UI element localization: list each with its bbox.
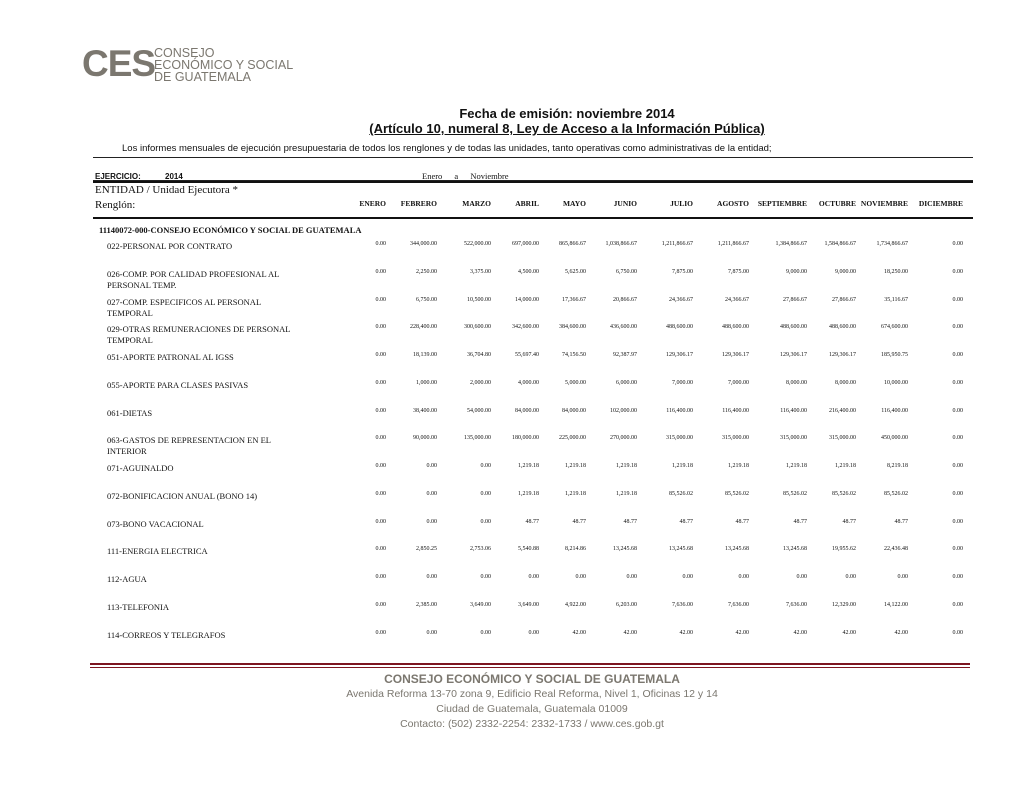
- cell-septiembre: 85,526.02: [783, 491, 807, 497]
- cell-agosto: 488,600.00: [722, 324, 749, 330]
- row-label: 114-CORREOS Y TELEGRAFOS: [107, 630, 226, 640]
- cell-julio: 7,636.00: [672, 602, 693, 608]
- cell-julio: 13,245.68: [669, 546, 693, 552]
- cell-diciembre: 0.00: [952, 241, 963, 247]
- cell-noviembre: 22,436.48: [884, 546, 908, 552]
- cell-abril: 697,000.00: [512, 241, 539, 247]
- cell-marzo: 3,375.00: [470, 269, 491, 275]
- cell-diciembre: 0.00: [952, 630, 963, 636]
- cell-mayo: 5,625.00: [565, 269, 586, 275]
- cell-diciembre: 0.00: [952, 297, 963, 303]
- cell-febrero: 38,400.00: [413, 408, 437, 414]
- cell-abril: 84,000.00: [515, 408, 539, 414]
- cell-septiembre: 48.77: [793, 519, 807, 525]
- cell-marzo: 54,000.00: [467, 408, 491, 414]
- cell-junio: 6,000.00: [616, 380, 637, 386]
- cell-abril: 342,600.00: [512, 324, 539, 330]
- ejercicio-label: EJERCICIO:: [95, 172, 141, 181]
- cell-febrero: 0.00: [426, 519, 437, 525]
- cell-noviembre: 48.77: [894, 519, 908, 525]
- cell-abril: 0.00: [528, 630, 539, 636]
- cell-mayo: 8,214.86: [565, 546, 586, 552]
- cell-septiembre: 7,636.00: [786, 602, 807, 608]
- logo-mark: CES: [82, 43, 156, 84]
- period-to: Noviembre: [470, 171, 509, 181]
- cell-noviembre: 18,250.00: [884, 269, 908, 275]
- cell-julio: 1,219.18: [672, 463, 693, 469]
- cell-diciembre: 0.00: [952, 602, 963, 608]
- cell-septiembre: 13,245.68: [783, 546, 807, 552]
- cell-enero: 0.00: [375, 352, 386, 358]
- month-header-7: AGOSTO: [717, 199, 749, 208]
- cell-marzo: 0.00: [480, 491, 491, 497]
- cell-enero: 0.00: [375, 574, 386, 580]
- cell-junio: 0.00: [626, 574, 637, 580]
- cell-julio: 116,400.00: [666, 408, 693, 414]
- cell-julio: 42.00: [679, 630, 693, 636]
- cell-abril: 3,649.00: [518, 602, 539, 608]
- cell-julio: 315,000.00: [666, 435, 693, 441]
- cell-septiembre: 8,000.00: [786, 380, 807, 386]
- cell-octubre: 0.00: [845, 574, 856, 580]
- row-label: 111-ENERGIA ELECTRICA: [107, 546, 208, 556]
- row-label: 071-AGUINALDO: [107, 463, 174, 473]
- cell-junio: 1,038,866.67: [605, 241, 637, 247]
- cell-diciembre: 0.00: [952, 491, 963, 497]
- cell-agosto: 13,245.68: [725, 546, 749, 552]
- month-header-0: ENERO: [359, 199, 386, 208]
- cell-diciembre: 0.00: [952, 574, 963, 580]
- cell-marzo: 0.00: [480, 463, 491, 469]
- cell-noviembre: 0.00: [897, 574, 908, 580]
- footer-rule-thin: [90, 667, 970, 668]
- cell-enero: 0.00: [375, 297, 386, 303]
- logo-line-2: ECONÓMICO Y SOCIAL: [154, 58, 294, 72]
- cell-enero: 0.00: [375, 380, 386, 386]
- ces-logo: [82, 44, 312, 86]
- cell-mayo: 1,219.18: [565, 491, 586, 497]
- cell-mayo: 48.77: [572, 519, 586, 525]
- cell-abril: 1,219.18: [518, 463, 539, 469]
- cell-junio: 42.00: [623, 630, 637, 636]
- month-header-8: SEPTIEMBRE: [757, 199, 807, 208]
- cell-junio: 6,203.00: [616, 602, 637, 608]
- footer-rule-thick: [90, 663, 970, 665]
- cell-julio: 1,211,866.67: [661, 241, 693, 247]
- cell-febrero: 2,385.00: [416, 602, 437, 608]
- row-label: 073-BONO VACACIONAL: [107, 519, 204, 529]
- cell-mayo: 384,600.00: [559, 324, 586, 330]
- cell-febrero: 2,850.25: [416, 546, 437, 552]
- cell-octubre: 48.77: [842, 519, 856, 525]
- row-label: 113-TELEFONIA: [107, 602, 170, 612]
- cell-febrero: 0.00: [426, 574, 437, 580]
- cell-octubre: 19,955.62: [832, 546, 856, 552]
- cell-noviembre: 450,000.00: [881, 435, 908, 441]
- cell-noviembre: 1,734,866.67: [876, 241, 908, 247]
- cell-junio: 1,219.18: [616, 491, 637, 497]
- cell-junio: 20,866.67: [613, 297, 637, 303]
- intro-text: Los informes mensuales de ejecución presupuestaria de todos los renglones y de todas las unidades, tanto operativas como administrativas de la entidad;: [122, 143, 772, 154]
- cell-marzo: 36,704.80: [467, 352, 491, 358]
- cell-junio: 6,750.00: [616, 269, 637, 275]
- cell-septiembre: 0.00: [796, 574, 807, 580]
- cell-enero: 0.00: [375, 491, 386, 497]
- cell-abril: 5,540.88: [518, 546, 539, 552]
- cell-noviembre: 8,219.18: [887, 463, 908, 469]
- cell-mayo: 225,000.00: [559, 435, 586, 441]
- period-from: Enero: [422, 171, 443, 181]
- row-label: 072-BONIFICACION ANUAL (BONO 14): [107, 491, 258, 501]
- cell-septiembre: 1,384,866.67: [775, 241, 807, 247]
- cell-junio: 102,000.00: [610, 408, 637, 414]
- cell-febrero: 2,250.00: [416, 269, 437, 275]
- cell-octubre: 8,000.00: [835, 380, 856, 386]
- cell-agosto: 315,000.00: [722, 435, 749, 441]
- cell-abril: 55,697.40: [515, 352, 539, 358]
- cell-diciembre: 0.00: [952, 435, 963, 441]
- cell-septiembre: 315,000.00: [780, 435, 807, 441]
- cell-febrero: 0.00: [426, 463, 437, 469]
- cell-noviembre: 35,116.67: [884, 297, 908, 303]
- header-rule-thick: [93, 181, 973, 183]
- cell-noviembre: 14,122.00: [884, 602, 908, 608]
- row-label: 063-GASTOS DE REPRESENTACION EN EL INTERIOR: [107, 435, 271, 456]
- cell-agosto: 1,211,866.67: [717, 241, 749, 247]
- footer-contact: Contacto: (502) 2332-2254: 2332-1733 / www.ces.gob.gt: [400, 718, 664, 730]
- ejercicio-value: 2014: [165, 172, 183, 181]
- cell-diciembre: 0.00: [952, 408, 963, 414]
- cell-enero: 0.00: [375, 602, 386, 608]
- cell-enero: 0.00: [375, 269, 386, 275]
- cell-septiembre: 27,866.67: [783, 297, 807, 303]
- cell-septiembre: 1,219.18: [786, 463, 807, 469]
- cell-diciembre: 0.00: [952, 519, 963, 525]
- cell-octubre: 1,219.18: [835, 463, 856, 469]
- cell-agosto: 42.00: [735, 630, 749, 636]
- cell-diciembre: 0.00: [952, 546, 963, 552]
- cell-julio: 24,366.67: [669, 297, 693, 303]
- cell-febrero: 90,000.00: [413, 435, 437, 441]
- cell-febrero: 1,000.00: [416, 380, 437, 386]
- document-title: Fecha de emisión: noviembre 2014: [459, 106, 675, 121]
- logo-line-1: CONSEJO: [154, 46, 215, 60]
- cell-mayo: 17,366.67: [562, 297, 586, 303]
- cell-agosto: 7,636.00: [728, 602, 749, 608]
- cell-febrero: 0.00: [426, 491, 437, 497]
- row-label: 027-COMP. ESPECIFICOS AL PERSONAL TEMPORAL: [107, 297, 261, 318]
- cell-agosto: 0.00: [738, 574, 749, 580]
- cell-mayo: 4,922.00: [565, 602, 586, 608]
- cell-marzo: 0.00: [480, 519, 491, 525]
- cell-noviembre: 85,526.02: [884, 491, 908, 497]
- entidad-label: ENTIDAD / Unidad Ejecutora *: [95, 184, 238, 196]
- cell-septiembre: 488,600.00: [780, 324, 807, 330]
- cell-abril: 4,000.00: [518, 380, 539, 386]
- cell-septiembre: 116,400.00: [780, 408, 807, 414]
- month-header-10: NOVIEMBRE: [860, 199, 908, 208]
- month-header-9: OCTUBRE: [818, 199, 856, 208]
- cell-septiembre: 9,000.00: [786, 269, 807, 275]
- cell-mayo: 74,156.50: [562, 352, 586, 358]
- cell-abril: 14,000.00: [515, 297, 539, 303]
- cell-julio: 48.77: [679, 519, 693, 525]
- intro-divider: [93, 157, 973, 158]
- footer-city: Ciudad de Guatemala, Guatemala 01009: [436, 703, 628, 715]
- month-header-6: JULIO: [670, 199, 693, 208]
- cell-octubre: 12,329.00: [832, 602, 856, 608]
- cell-enero: 0.00: [375, 546, 386, 552]
- row-label: 112-AGUA: [107, 574, 147, 584]
- cell-abril: 180,000.00: [512, 435, 539, 441]
- cell-diciembre: 0.00: [952, 463, 963, 469]
- cell-enero: 0.00: [375, 630, 386, 636]
- cell-julio: 85,526.02: [669, 491, 693, 497]
- cell-junio: 13,245.68: [613, 546, 637, 552]
- entity-name: 11140072-000-CONSEJO ECONÓMICO Y SOCIAL DE GUATEMALA: [99, 225, 362, 235]
- cell-febrero: 344,000.00: [410, 241, 437, 247]
- cell-agosto: 7,000.00: [728, 380, 749, 386]
- row-label: 029-OTRAS REMUNERACIONES DE PERSONAL TEMPORAL: [107, 324, 291, 345]
- header-rule-bottom: [93, 217, 973, 219]
- cell-agosto: 48.77: [735, 519, 749, 525]
- cell-julio: 7,000.00: [672, 380, 693, 386]
- cell-octubre: 315,000.00: [829, 435, 856, 441]
- logo-line-3: DE GUATEMALA: [154, 70, 252, 84]
- cell-junio: 436,600.00: [610, 324, 637, 330]
- cell-mayo: 42.00: [572, 630, 586, 636]
- cell-mayo: 0.00: [575, 574, 586, 580]
- month-header-11: DICIEMBRE: [918, 199, 963, 208]
- cell-julio: 488,600.00: [666, 324, 693, 330]
- cell-septiembre: 129,306.17: [780, 352, 807, 358]
- cell-agosto: 1,219.18: [728, 463, 749, 469]
- cell-marzo: 2,753.06: [470, 546, 491, 552]
- cell-enero: 0.00: [375, 435, 386, 441]
- cell-junio: 1,219.18: [616, 463, 637, 469]
- cell-octubre: 488,600.00: [829, 324, 856, 330]
- footer-org: CONSEJO ECONÓMICO Y SOCIAL DE GUATEMALA: [384, 672, 680, 686]
- row-label: 026-COMP. POR CALIDAD PROFESIONAL AL PERSONAL TEMP.: [107, 269, 279, 290]
- cell-agosto: 7,875.00: [728, 269, 749, 275]
- cell-diciembre: 0.00: [952, 324, 963, 330]
- cell-noviembre: 10,000.00: [884, 380, 908, 386]
- cell-noviembre: 674,600.00: [881, 324, 908, 330]
- cell-febrero: 18,139.00: [413, 352, 437, 358]
- cell-octubre: 85,526.02: [832, 491, 856, 497]
- document-subtitle: (Artículo 10, numeral 8, Ley de Acceso a la Información Pública): [369, 121, 765, 136]
- renglon-label: Renglón:: [95, 199, 136, 211]
- cell-octubre: 129,306.17: [829, 352, 856, 358]
- cell-agosto: 85,526.02: [725, 491, 749, 497]
- cell-mayo: 865,866.67: [559, 241, 586, 247]
- cell-mayo: 84,000.00: [562, 408, 586, 414]
- cell-marzo: 0.00: [480, 630, 491, 636]
- cell-agosto: 129,306.17: [722, 352, 749, 358]
- cell-enero: 0.00: [375, 324, 386, 330]
- cell-marzo: 0.00: [480, 574, 491, 580]
- cell-octubre: 27,866.67: [832, 297, 856, 303]
- cell-octubre: 1,584,866.67: [824, 241, 856, 247]
- cell-noviembre: 42.00: [894, 630, 908, 636]
- cell-febrero: 0.00: [426, 630, 437, 636]
- month-header-1: FEBRERO: [400, 199, 437, 208]
- cell-marzo: 522,000.00: [464, 241, 491, 247]
- cell-enero: 0.00: [375, 241, 386, 247]
- row-label: 022-PERSONAL POR CONTRATO: [107, 241, 233, 251]
- month-header-5: JUNIO: [613, 199, 637, 208]
- month-header-2: MARZO: [462, 199, 491, 208]
- month-header-3: ABRIL: [515, 199, 539, 208]
- cell-octubre: 9,000.00: [835, 269, 856, 275]
- cell-agosto: 116,400.00: [722, 408, 749, 414]
- cell-noviembre: 116,400.00: [881, 408, 908, 414]
- cell-junio: 92,387.97: [613, 352, 637, 358]
- cell-junio: 48.77: [623, 519, 637, 525]
- cell-enero: 0.00: [375, 519, 386, 525]
- cell-abril: 1,219.18: [518, 491, 539, 497]
- cell-diciembre: 0.00: [952, 380, 963, 386]
- row-label: 055-APORTE PARA CLASES PASIVAS: [107, 380, 249, 390]
- cell-abril: 48.77: [525, 519, 539, 525]
- cell-marzo: 300,600.00: [464, 324, 491, 330]
- cell-diciembre: 0.00: [952, 352, 963, 358]
- cell-marzo: 10,500.00: [467, 297, 491, 303]
- cell-febrero: 6,750.00: [416, 297, 437, 303]
- cell-febrero: 228,400.00: [410, 324, 437, 330]
- cell-noviembre: 185,950.75: [881, 352, 908, 358]
- cell-enero: 0.00: [375, 463, 386, 469]
- row-label: 051-APORTE PATRONAL AL IGSS: [107, 352, 234, 362]
- cell-enero: 0.00: [375, 408, 386, 414]
- cell-mayo: 5,000.00: [565, 380, 586, 386]
- cell-julio: 129,306.17: [666, 352, 693, 358]
- cell-mayo: 1,219.18: [565, 463, 586, 469]
- cell-junio: 270,000.00: [610, 435, 637, 441]
- cell-julio: 7,875.00: [672, 269, 693, 275]
- cell-marzo: 2,000.00: [470, 380, 491, 386]
- period-separator: a: [454, 171, 459, 181]
- cell-octubre: 42.00: [842, 630, 856, 636]
- logo-text: [154, 47, 293, 83]
- cell-diciembre: 0.00: [952, 269, 963, 275]
- cell-agosto: 24,366.67: [725, 297, 749, 303]
- cell-octubre: 216,400.00: [829, 408, 856, 414]
- cell-abril: 4,500.00: [518, 269, 539, 275]
- cell-julio: 0.00: [682, 574, 693, 580]
- cell-marzo: 3,649.00: [470, 602, 491, 608]
- cell-marzo: 135,000.00: [464, 435, 491, 441]
- footer-address: Avenida Reforma 13-70 zona 9, Edificio Real Reforma, Nivel 1, Oficinas 12 y 14: [346, 688, 718, 700]
- cell-septiembre: 42.00: [793, 630, 807, 636]
- cell-abril: 0.00: [528, 574, 539, 580]
- month-header-4: MAYO: [562, 199, 586, 208]
- row-label: 061-DIETAS: [107, 408, 153, 418]
